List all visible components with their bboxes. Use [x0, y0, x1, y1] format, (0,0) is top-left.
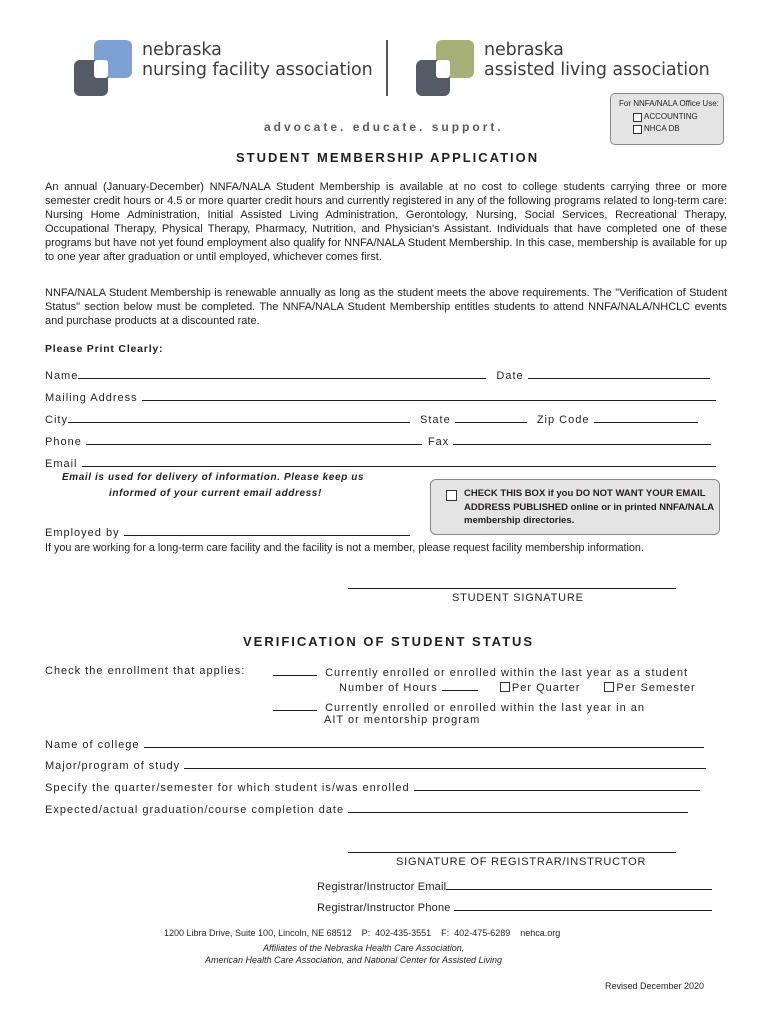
nhca-db-checkbox[interactable] — [633, 125, 642, 134]
phone-label: Phone — [45, 436, 82, 448]
city-field[interactable] — [68, 412, 410, 423]
zip-label: Zip Code — [536, 414, 590, 426]
name-row — [45, 368, 710, 382]
print-clearly-label: Please Print Clearly: — [45, 343, 164, 355]
college-field[interactable] — [144, 737, 704, 748]
email-label: Email — [45, 458, 78, 470]
college-row — [45, 737, 704, 751]
fax-field[interactable] — [453, 434, 711, 445]
graduation-row — [45, 802, 688, 816]
per-quarter-checkbox[interactable] — [500, 682, 510, 692]
registrar-phone-field[interactable] — [454, 900, 712, 911]
quarter-label: Specify the quarter/semester for which student is/was enrolled — [45, 782, 410, 794]
employed-by-field[interactable] — [124, 525, 410, 536]
email-note-1: Email is used for delivery of information. Please keep us — [62, 472, 365, 483]
quarter-field[interactable] — [414, 780, 700, 791]
employed-by-label: Employed by — [45, 527, 120, 539]
option2-blank[interactable] — [273, 700, 317, 711]
zip-field[interactable] — [594, 412, 698, 423]
name-label: Name — [45, 370, 79, 382]
phone-row — [45, 434, 711, 448]
student-signature-line[interactable] — [348, 588, 676, 589]
office-use-header: For NNFA/NALA Office Use: — [619, 99, 719, 108]
accounting-label: ACCOUNTING — [644, 112, 698, 121]
employed-row — [45, 525, 410, 539]
city-label: City — [45, 414, 68, 426]
check-enrollment-label: Check the enrollment that applies: — [45, 665, 246, 677]
date-label: Date — [496, 370, 524, 382]
intro-paragraph: An annual (January-December) NNFA/NALA Student Membership is available at no cost to college students carrying three or more semester credit hours or 4.5 or more quarter credit hours and currently registered in any of the following programs related to long-term care: Nursing Home Administration, Initial Assisted Living Administration, Gerontology, Nursing, Social Services, Recreational Therapy, Occupational Therapy, Physical Therapy, Pharmacy, Nutrition, and Physician's Assistant. Individuals that have completed one of these programs but have not yet found employment also qualify for NNFA/NALA Student Membership. In this case, membership is available for up to one year after graduation or until employed, whichever comes first. — [45, 181, 727, 263]
option1-text: Currently enrolled or enrolled within the last year as a student — [325, 667, 689, 679]
mailing-address-field[interactable] — [142, 390, 716, 401]
email-optout-checkbox[interactable] — [446, 490, 457, 501]
state-field[interactable] — [455, 412, 527, 423]
hours-field[interactable] — [442, 680, 478, 691]
option1-blank[interactable] — [273, 665, 317, 676]
hours-label: Number of Hours — [339, 682, 438, 694]
city-row — [45, 412, 698, 426]
registrar-signature-label: SIGNATURE OF REGISTRAR/INSTRUCTOR — [396, 856, 647, 868]
option2-text: Currently enrolled or enrolled within the last year in an — [325, 702, 645, 714]
mailing-address-label: Mailing Address — [45, 392, 138, 404]
registrar-email-label: Registrar/Instructor Email — [317, 881, 447, 893]
nala-logo-mark — [416, 40, 474, 96]
email-field[interactable] — [82, 456, 716, 467]
registrar-email-field[interactable] — [446, 879, 712, 890]
student-signature-label: STUDENT SIGNATURE — [452, 592, 584, 604]
email-optout-text: CHECK THIS BOX if you DO NOT WANT YOUR EMAIL ADDRESS PUBLISHED online or in printed NNFA/NALA membership directories. — [464, 488, 714, 526]
nnfa-logo-mark — [74, 40, 132, 96]
registrar-phone-row — [317, 900, 712, 914]
option1-row — [273, 665, 688, 679]
nala-logo-line2: assisted living association — [484, 60, 710, 80]
renewal-paragraph: NNFA/NALA Student Membership is renewable annually as long as the student meets the above requirements. The "Verification of Student Status" section below must be completed. The NNFA/NALA Student Membership entitles students to attend NNFA/NALA/NHCLC events and purchase products at a discounted rate. — [45, 287, 727, 327]
per-quarter-label: Per Quarter — [511, 682, 581, 694]
per-semester-label: Per Semester — [616, 682, 696, 694]
page-title: STUDENT MEMBERSHIP APPLICATION — [236, 150, 540, 165]
major-row — [45, 758, 706, 772]
email-optout-box — [430, 479, 720, 535]
nhca-db-label: NHCA DB — [644, 124, 680, 133]
registrar-email-row — [317, 879, 712, 893]
registrar-phone-label: Registrar/Instructor Phone — [317, 902, 451, 914]
hours-row — [339, 680, 696, 694]
option2-row — [273, 700, 645, 714]
major-label: Major/program of study — [45, 760, 181, 772]
per-semester-checkbox[interactable] — [604, 682, 614, 692]
option2-text-2: AIT or mentorship program — [324, 714, 481, 726]
major-field[interactable] — [184, 758, 706, 769]
tagline: advocate. educate. support. — [264, 120, 504, 134]
fax-label: Fax — [427, 436, 450, 448]
graduation-field[interactable] — [348, 802, 688, 813]
footer-revised: Revised December 2020 — [605, 981, 705, 991]
footer-address: 1200 Libra Drive, Suite 100, Lincoln, NE 68512 P: 402-435-3551 F: 402-475-6289 nehca.org — [164, 928, 561, 938]
graduation-label: Expected/actual graduation/course completion date — [45, 804, 345, 816]
accounting-checkbox[interactable] — [633, 113, 642, 122]
office-use-box — [610, 93, 724, 145]
registrar-signature-line[interactable] — [348, 852, 676, 853]
nnfa-logo-line1: nebraska — [142, 40, 222, 60]
quarter-row — [45, 780, 700, 794]
nala-logo-line1: nebraska — [484, 40, 564, 60]
state-label: State — [420, 414, 451, 426]
facility-note: If you are working for a long-term care facility and the facility is not a member, please request facility membership information. — [45, 542, 644, 554]
mailing-row — [45, 390, 716, 404]
footer-affiliates-2: American Health Care Association, and National Center for Assisted Living — [205, 955, 502, 965]
phone-field[interactable] — [86, 434, 422, 445]
email-row — [45, 456, 716, 470]
college-label: Name of college — [45, 739, 140, 751]
name-field[interactable] — [78, 368, 486, 379]
nala-logo-text — [484, 40, 710, 80]
date-field[interactable] — [528, 368, 710, 379]
email-note-2: informed of your current email address! — [109, 488, 322, 499]
verification-title: VERIFICATION OF STUDENT STATUS — [243, 634, 535, 649]
logo-divider — [386, 40, 388, 96]
nnfa-logo-text — [142, 40, 373, 80]
footer-affiliates-1: Affiliates of the Nebraska Health Care Association, — [263, 943, 465, 953]
nnfa-logo-line2: nursing facility association — [142, 60, 373, 80]
